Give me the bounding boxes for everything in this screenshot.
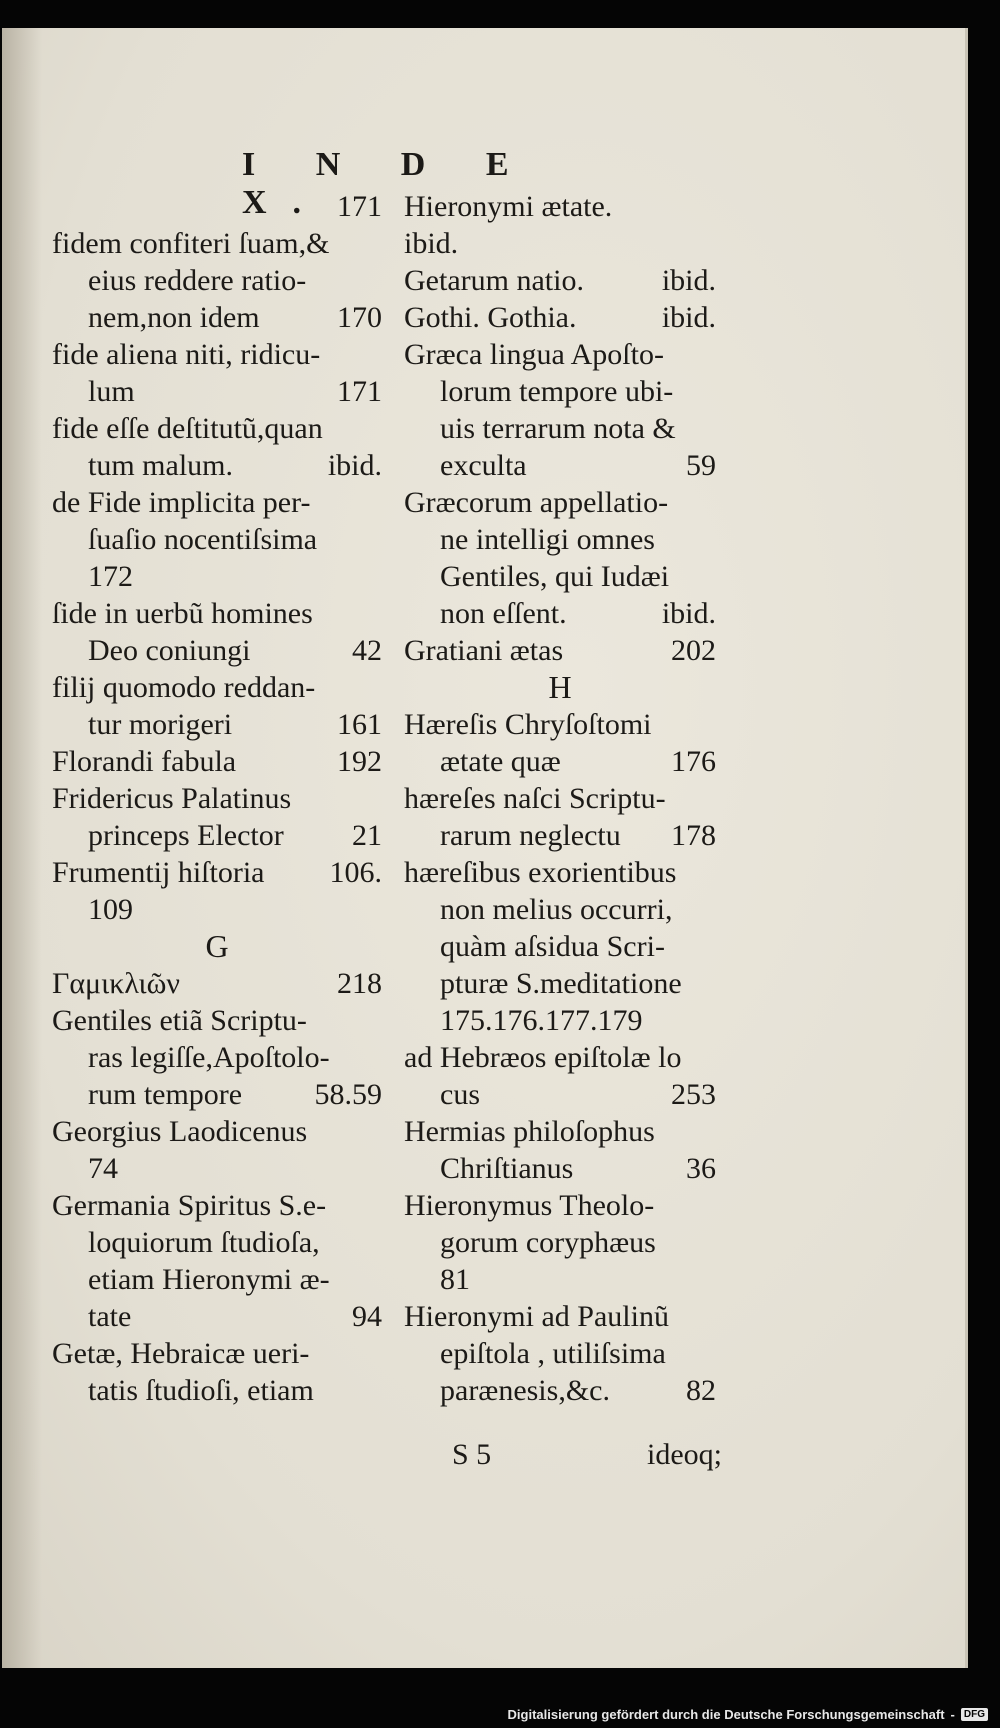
entry-text: tatis ſtudioſi, etiam <box>88 1374 314 1407</box>
entry-line <box>52 706 382 743</box>
entry-text: parænesis,&c. <box>440 1374 610 1407</box>
entry-text: Hieronymus Theolo- <box>404 1189 655 1222</box>
entry-text: Getæ, Hebraicæ ueri- <box>52 1337 310 1370</box>
entry-text: Florandi fabula <box>52 745 237 778</box>
entry-line <box>52 373 382 410</box>
page-reference: 59 <box>686 449 716 482</box>
entry-line <box>52 188 382 225</box>
entry-text: etiam Hieronymi æ- <box>88 1263 330 1296</box>
entry-line <box>404 743 716 780</box>
entry-text: Getarum natio. <box>404 264 584 297</box>
index-entry <box>52 854 382 928</box>
index-entry <box>404 706 716 780</box>
entry-text: hæreſes naſci Scriptu- <box>404 782 666 815</box>
entry-line <box>52 299 382 336</box>
entry-line <box>52 1150 382 1187</box>
letter-heading: H <box>548 669 572 705</box>
index-entry <box>52 595 382 669</box>
entry-line <box>404 817 716 854</box>
entry-text: cus <box>440 1078 480 1111</box>
entry-line <box>52 1076 382 1113</box>
page-reference: 36 <box>686 1152 716 1185</box>
page-reference: 58.59 <box>314 1078 382 1111</box>
entry-text: uis terrarum nota & <box>440 412 676 445</box>
entry-line <box>404 262 716 299</box>
entry-text: lorum tempore ubi- <box>440 375 674 408</box>
entry-line <box>52 1224 382 1261</box>
entry-text: fide eſſe deſtitutũ,quan <box>52 412 323 445</box>
index-entry <box>52 669 382 743</box>
entry-text: Hæreſis Chryſoſtomi <box>404 708 652 741</box>
entry-text: Georgius Laodicenus <box>52 1115 308 1148</box>
page-reference: 253 <box>671 1078 716 1111</box>
page-reference: 42 <box>352 634 382 667</box>
entry-line <box>52 1298 382 1335</box>
entry-line <box>52 1002 382 1039</box>
entry-line <box>404 632 716 669</box>
entry-line <box>404 225 716 262</box>
index-entry <box>52 1113 382 1187</box>
entry-text: Gentiles, qui Iudæi <box>440 560 670 593</box>
entry-line <box>404 410 716 447</box>
entry-text: ſide in uerbũ homines <box>52 597 313 630</box>
entry-line <box>404 1113 716 1150</box>
index-entry <box>52 188 382 225</box>
entry-text: ne intelligi omnes <box>440 523 655 556</box>
page-reference: 218 <box>337 967 382 1000</box>
entry-text: Gothi. Gothia. <box>404 301 577 334</box>
entry-text: pturæ S.meditatione <box>440 967 682 1000</box>
entry-line <box>52 558 382 595</box>
entry-text <box>88 188 337 225</box>
entry-text: Frumentij hiſtoria <box>52 856 265 889</box>
digitization-credit: Digitalisierung gefördert durch die Deutsche Forschungsgemeinschaft - DFG <box>508 1707 988 1722</box>
entry-line <box>404 558 716 595</box>
entry-text: non eſſent. <box>440 597 567 630</box>
entry-line <box>52 521 382 558</box>
entry-line <box>52 854 382 891</box>
page-reference: 21 <box>352 819 382 852</box>
entry-line <box>404 1187 716 1224</box>
book-page <box>2 28 968 1668</box>
entry-line <box>404 1335 716 1372</box>
index-entry <box>52 225 382 336</box>
index-column-left <box>52 188 382 1409</box>
page-reference: 82 <box>686 1374 716 1407</box>
signature-mark: S 5 <box>452 1438 492 1471</box>
entry-line <box>52 743 382 780</box>
index-entry <box>404 262 716 299</box>
entry-line <box>404 965 716 1002</box>
entry-line <box>52 1335 382 1372</box>
entry-line <box>52 632 382 669</box>
index-entry <box>404 336 716 484</box>
entry-text: 172 <box>88 560 133 593</box>
entry-line <box>404 1076 716 1113</box>
entry-line <box>404 484 716 521</box>
entry-line <box>404 1298 716 1335</box>
entry-text: tum malum. <box>88 449 233 482</box>
entry-line <box>52 1372 382 1409</box>
index-entry <box>52 743 382 780</box>
entry-line <box>52 1039 382 1076</box>
index-entry <box>52 1187 382 1335</box>
entry-text: Hieronymi ætate. <box>404 190 613 223</box>
page-reference: ibid. <box>661 264 716 297</box>
entry-text: Fridericus Palatinus <box>52 782 292 815</box>
entry-line <box>404 299 716 336</box>
page-reference: 161 <box>337 708 382 741</box>
index-entry <box>404 299 716 336</box>
entry-text: Hermias philoſophus <box>404 1115 655 1148</box>
page-reference: ibid. <box>327 449 382 482</box>
index-entry <box>404 1039 716 1113</box>
entry-text: fide aliena niti, ridicu- <box>52 338 321 371</box>
entry-text: princeps Elector <box>88 819 284 852</box>
entry-line <box>52 225 382 262</box>
entry-text: ras legiſſe,Apoſtolo- <box>88 1041 330 1074</box>
page-reference: 171 <box>337 190 382 223</box>
entry-line <box>404 1150 716 1187</box>
entry-text: ibid. <box>404 227 459 260</box>
entry-line <box>52 965 382 1002</box>
entry-text: tur morigeri <box>88 708 233 741</box>
page-reference: 170 <box>337 301 382 334</box>
entry-text: eius reddere ratio- <box>88 264 307 297</box>
entry-text: fidem confiteri ſuam,& <box>52 227 330 260</box>
entry-line <box>404 1224 716 1261</box>
entry-text: Hieronymi ad Paulinũ <box>404 1300 669 1333</box>
entry-line <box>404 336 716 373</box>
entry-text: 81 <box>440 1263 470 1296</box>
page-reference: ibid. <box>661 597 716 630</box>
entry-text: hæreſibus exorientibus <box>404 856 677 889</box>
entry-text: 109 <box>88 893 133 926</box>
entry-line <box>52 1261 382 1298</box>
entry-line <box>52 262 382 299</box>
entry-text: exculta <box>440 449 527 482</box>
entry-text: tate <box>88 1300 132 1333</box>
index-entry <box>404 1187 716 1298</box>
entry-text: gorum coryphæus <box>440 1226 656 1259</box>
entry-line <box>52 891 382 928</box>
entry-line <box>404 188 716 225</box>
page-reference: 202 <box>671 634 716 667</box>
entry-text: quàm aſsidua Scri- <box>440 930 665 963</box>
entry-text: filij quomodo reddan- <box>52 671 316 704</box>
entry-line <box>404 891 716 928</box>
entry-line <box>52 447 382 484</box>
page-reference: 94 <box>352 1300 382 1333</box>
page-header: I N D E X. <box>242 146 535 221</box>
page-reference: 176 <box>671 745 716 778</box>
entry-line <box>404 1372 716 1409</box>
entry-text: Chriſtianus <box>440 1152 574 1185</box>
index-entry <box>52 1002 382 1113</box>
entry-line <box>404 928 716 965</box>
dfg-logo-icon: DFG <box>961 1708 988 1721</box>
entry-text: ad Hebræos epiſtolæ lo <box>404 1041 682 1074</box>
index-entry <box>404 1298 716 1409</box>
entry-text: Germania Spiritus S.e- <box>52 1189 327 1222</box>
index-entry <box>404 780 716 854</box>
index-entry <box>52 965 382 1002</box>
entry-text: rarum neglectu <box>440 819 621 852</box>
catchword: ideoq; <box>647 1438 722 1471</box>
index-entry <box>52 1335 382 1409</box>
entry-text: 175.176.177.179 <box>440 1004 643 1037</box>
index-entry <box>52 410 382 484</box>
entry-line <box>404 1261 716 1298</box>
entry-text: rum tempore <box>88 1078 243 1111</box>
index-entry <box>52 780 382 854</box>
entry-text: non melius occurri, <box>440 893 673 926</box>
entry-line <box>52 817 382 854</box>
entry-text: Gentiles etiã Scriptu- <box>52 1004 307 1037</box>
page-reference: 178 <box>671 819 716 852</box>
entry-text: Græcorum appellatio- <box>404 486 669 519</box>
entry-line <box>52 1113 382 1150</box>
index-column-right <box>404 188 716 1409</box>
entry-line <box>52 669 382 706</box>
entry-line <box>404 854 716 891</box>
index-entry <box>404 484 716 632</box>
entry-line <box>404 521 716 558</box>
entry-text: loquiorum ſtudioſa, <box>88 1226 320 1259</box>
entry-line <box>404 1002 716 1039</box>
entry-text: ætate quæ <box>440 745 561 778</box>
entry-line <box>404 706 716 743</box>
index-entry <box>404 1113 716 1187</box>
entry-line <box>52 484 382 521</box>
entry-line <box>52 410 382 447</box>
entry-text: Γαμικλιῶν <box>52 967 180 1000</box>
entry-text: epiſtola , utiliſsima <box>440 1337 666 1370</box>
index-entry <box>52 336 382 410</box>
entry-text: Græca lingua Apoſto- <box>404 338 664 371</box>
index-entry <box>404 188 716 262</box>
entry-text: nem,non idem <box>88 301 260 334</box>
entry-line <box>404 780 716 817</box>
entry-line <box>404 447 716 484</box>
credit-text: Digitalisierung gefördert durch die Deutsche Forschungsgemeinschaft <box>507 1707 945 1722</box>
entry-line <box>52 595 382 632</box>
page-reference: 192 <box>337 745 382 778</box>
page-footer <box>452 1438 722 1472</box>
page-reference: 171 <box>337 375 382 408</box>
entry-text: Gratiani ætas <box>404 634 564 667</box>
entry-text: ſuaſio nocentiſsima <box>88 523 318 556</box>
entry-text: Deo coniungi <box>88 634 251 667</box>
entry-line <box>52 1187 382 1224</box>
entry-line <box>52 780 382 817</box>
index-entry <box>404 854 716 1039</box>
entry-line <box>404 373 716 410</box>
entry-line <box>404 595 716 632</box>
index-entry <box>404 632 716 669</box>
page-reference: 106. <box>329 856 382 889</box>
entry-text: lum <box>88 375 135 408</box>
entry-line <box>52 336 382 373</box>
page-gutter-shadow <box>2 28 42 1668</box>
index-entry <box>52 484 382 595</box>
entry-text: 74 <box>88 1152 118 1185</box>
page-reference: ibid. <box>661 301 716 334</box>
letter-heading: G <box>205 928 229 964</box>
entry-line <box>404 1039 716 1076</box>
entry-text: de Fide implicita per- <box>52 486 311 519</box>
